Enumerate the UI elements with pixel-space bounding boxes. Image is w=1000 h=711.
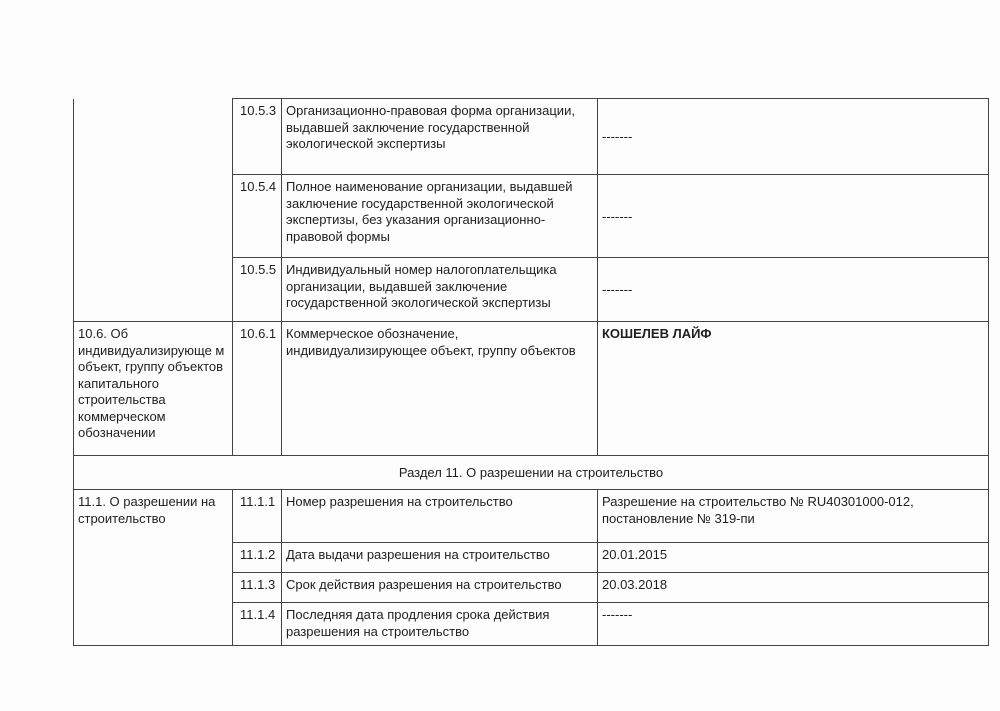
row-description: Коммерческое обозначение, индивидуализирующее объект, группу объектов bbox=[282, 322, 598, 456]
row-description: Номер разрешения на строительство bbox=[282, 490, 598, 543]
row-description: Последняя дата продления срока действия разрешения на строительство bbox=[282, 603, 598, 646]
row-description: Индивидуальный номер налогоплательщика организации, выдавшей заключение государственной экологической экспертизы bbox=[282, 258, 598, 322]
row-value: ------- bbox=[598, 175, 989, 258]
group-title: 10.6. Об индивидуализирующе м объект, группу объектов капитального строительства коммерческом обозначении bbox=[74, 322, 233, 456]
row-value: 20.03.2018 bbox=[598, 573, 989, 603]
row-description: Полное наименование организации, выдавшей заключение государственной экологической экспертизы, без указания организационно-правовой формы bbox=[282, 175, 598, 258]
row-number: 11.1.4 bbox=[233, 603, 282, 646]
section-title: Раздел 11. О разрешении на строительство bbox=[74, 456, 989, 490]
table-row bbox=[74, 99, 989, 175]
row-description: Дата выдачи разрешения на строительство bbox=[282, 543, 598, 573]
row-value: Разрешение на строительство № RU40301000-012, постановление № 319-пи bbox=[598, 490, 989, 543]
row-description: Срок действия разрешения на строительство bbox=[282, 573, 598, 603]
row-value: 20.01.2015 bbox=[598, 543, 989, 573]
row-number: 11.1.3 bbox=[233, 573, 282, 603]
row-value: КОШЕЛЕВ ЛАЙФ bbox=[598, 322, 989, 456]
row-number: 11.1.2 bbox=[233, 543, 282, 573]
table-row bbox=[74, 322, 989, 456]
declaration-table bbox=[73, 98, 989, 646]
row-number: 10.5.3 bbox=[233, 99, 282, 175]
row-description: Организационно-правовая форма организации, выдавшей заключение государственной экологической экспертизы bbox=[282, 99, 598, 175]
row-number: 10.5.4 bbox=[233, 175, 282, 258]
row-value: ------- bbox=[598, 603, 989, 646]
row-number: 10.6.1 bbox=[233, 322, 282, 456]
row-value: ------- bbox=[598, 99, 989, 175]
group-cell-10-5 bbox=[74, 99, 233, 322]
section-header-row bbox=[74, 456, 989, 490]
row-number: 10.5.5 bbox=[233, 258, 282, 322]
row-number: 11.1.1 bbox=[233, 490, 282, 543]
table-row bbox=[74, 490, 989, 543]
group-title: 11.1. О разрешении на строительство bbox=[74, 490, 233, 646]
row-value: ------- bbox=[598, 258, 989, 322]
